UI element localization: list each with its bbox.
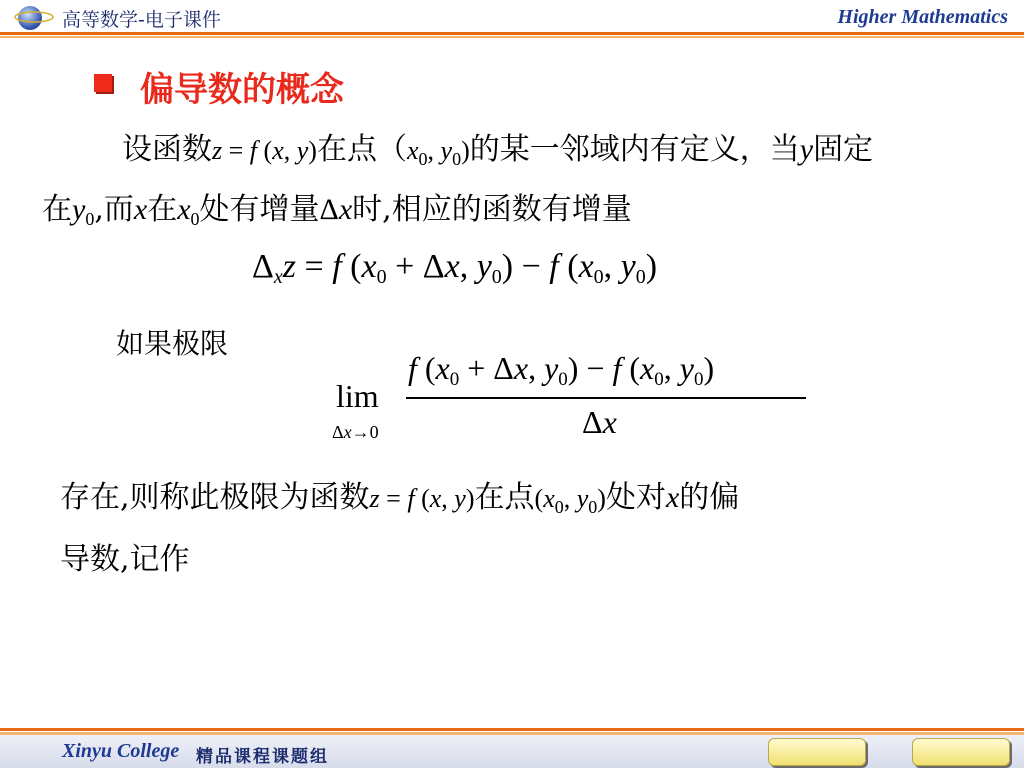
paragraph-line-2: 在$y_0$,而x在$x_0$处有增量Δx时,相应的函数有增量: [42, 192, 632, 229]
globe-logo-icon: [14, 2, 54, 32]
fraction-bar: [406, 397, 806, 399]
next-slide-button[interactable]: [912, 738, 1010, 766]
footer-group: 精品课程课题组: [196, 747, 329, 767]
header-english-title: Higher Mathematics: [837, 6, 1008, 28]
header-divider-light: [0, 36, 1024, 38]
paragraph-line-3: 存在,则称此极限为函数z = f (x, y)在点($x_0$, $y_0$)处对x的偏: [60, 480, 740, 517]
limit-denominator: Δx: [582, 404, 617, 440]
paragraph-line-1: 设函数z = f (x, y)在点（$x_0$, $y_0$)的某一邻域内有定义，当y固定: [122, 132, 874, 169]
if-limit-text: 如果极限: [116, 327, 229, 360]
limit-numerator: f ($x_0 + \Delta x$, $y_0) - f$ ($x_0$, $y_0$): [408, 350, 715, 390]
math-z-eq-f: z: [212, 136, 223, 165]
course-title: 高等数学-电子课件: [62, 9, 221, 31]
footer-divider: [0, 728, 1024, 731]
slide-title: 偏导数的概念: [140, 70, 344, 110]
paragraph-line-4: 导数,记作: [60, 542, 190, 577]
increment-equation: $\Delta_xz = f$ ($x_0 + \Delta x$, $y_0) - f$ ($x_0$, $y_0$): [252, 248, 658, 288]
limit-formula: lim Δx→0 f ($x_0 + \Delta x$, $y_0) - f$ ($x_0$, $y_0$) Δx: [332, 350, 812, 450]
previous-slide-button[interactable]: [768, 738, 866, 766]
footer-college: Xinyu College: [62, 740, 180, 762]
header-divider: [0, 32, 1024, 35]
square-bullet-icon: [94, 74, 112, 92]
